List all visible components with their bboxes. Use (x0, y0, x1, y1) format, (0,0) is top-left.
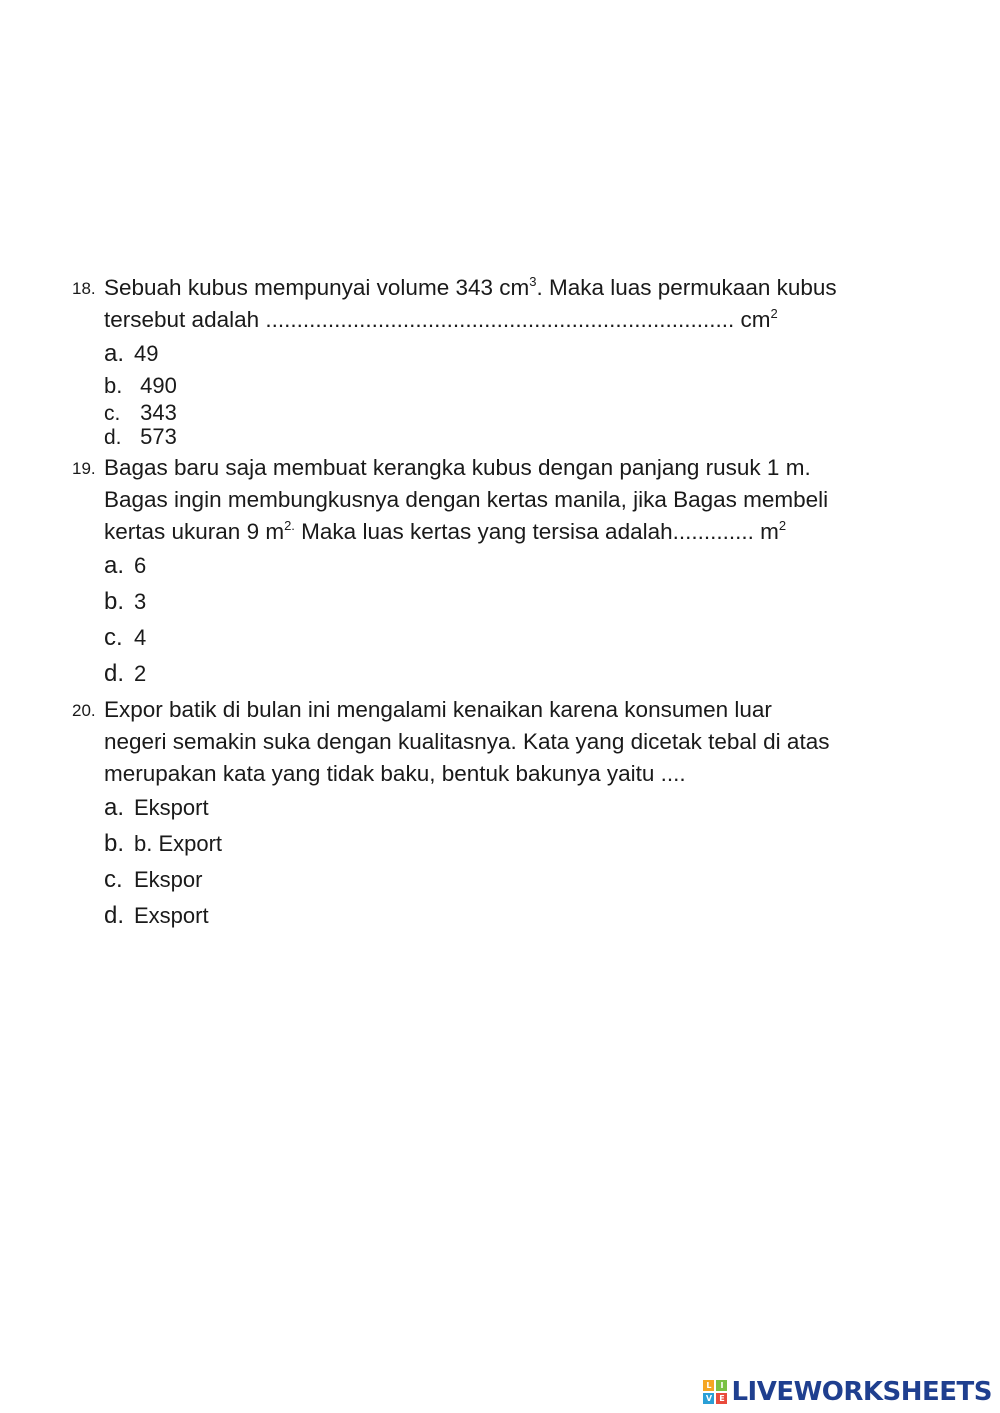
option-a[interactable]: a. 6 (104, 552, 147, 579)
question-line: tersebut adalah ........................................................................... $cm^2$ (104, 306, 778, 332)
brand-name: LIVEWORKSHEETS (731, 1377, 992, 1407)
question-number: 20. (72, 701, 96, 720)
question-line: merupakan kata yang tidak baku, bentuk bakunya yaitu .... (104, 761, 686, 786)
question-number: 18. (72, 279, 96, 298)
question-line: Bagas ingin membungkusnya dengan kertas manila, jika Bagas membeli (104, 487, 829, 512)
question-line: Sebuah kubus mempunyai volume 343 $cm^3$. Maka luas permukaan kubus (104, 274, 837, 300)
option-c[interactable]: c. 4 (104, 624, 147, 651)
question-20 (72, 694, 898, 938)
question-text (104, 694, 898, 790)
logo-mark-icon (703, 1380, 727, 1404)
options-list (104, 794, 898, 938)
option-d[interactable]: d. Exsport (104, 902, 209, 929)
question-line: negeri semakin suka dengan kualitasnya. Kata yang dicetak tebal di atas (104, 729, 830, 754)
option-c[interactable]: c. 343 (104, 400, 177, 425)
logo-letter: L (703, 1380, 714, 1391)
question-line: Bagas baru saja membuat kerangka kubus dengan panjang rusuk 1 m. (104, 455, 811, 480)
option-d[interactable]: d. 2 (104, 660, 147, 687)
question-text (104, 272, 898, 336)
question-number: 19. (72, 459, 96, 478)
option-d[interactable]: d. 573 (104, 424, 177, 449)
option-b[interactable]: b. 490 (104, 373, 177, 398)
question-18 (72, 272, 898, 449)
option-b[interactable]: b. 3 (104, 588, 147, 615)
logo-letter: E (716, 1393, 727, 1404)
logo-letter: V (703, 1393, 714, 1404)
question-19 (72, 452, 898, 696)
options-list (104, 340, 898, 449)
question-text (104, 452, 898, 548)
option-c[interactable]: c. Ekspor (104, 866, 203, 893)
option-b[interactable]: b. b. Export (104, 830, 223, 857)
options-list (104, 552, 898, 696)
liveworksheets-logo (703, 1375, 992, 1409)
logo-letter: I (716, 1380, 727, 1391)
option-a[interactable]: a. Eksport (104, 794, 209, 821)
option-a[interactable]: a. 49 (104, 340, 159, 367)
question-line: kertas ukuran 9 $m^{2.}$ Maka luas kertas yang tersisa adalah............. $m^2$ (104, 518, 787, 544)
question-line: Expor batik di bulan ini mengalami kenaikan karena konsumen luar (104, 697, 772, 722)
